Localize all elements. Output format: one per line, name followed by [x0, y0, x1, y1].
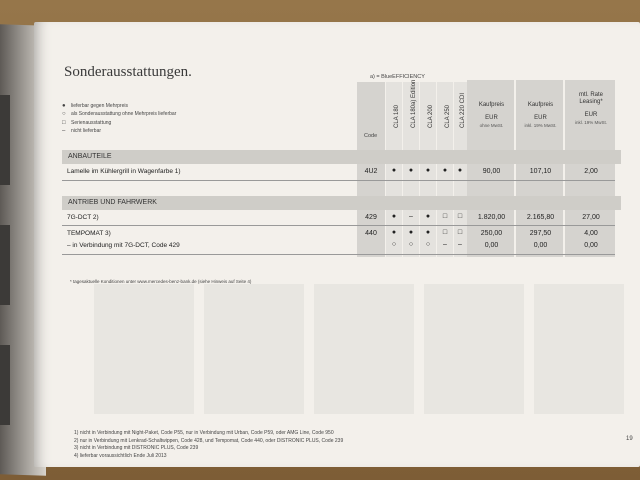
section-header: ANBAUTEILE	[62, 150, 621, 164]
leasing-rate: 27,00	[582, 214, 600, 221]
show-through-image	[204, 284, 304, 414]
footnote-leasing: * tagesaktuelle Konditionen unter www.mercedes-benz-bank.de (siehe Hinweis auf Seite 4)	[70, 279, 252, 284]
show-through-image	[534, 284, 624, 414]
availability-mark: ○	[391, 241, 397, 248]
availability-mark: ●	[408, 229, 414, 236]
availability-mark: ●	[391, 167, 397, 174]
price-gross: 0,00	[533, 242, 548, 249]
page-title: Sonderausstattungen.	[64, 64, 192, 80]
availability-mark: ●	[425, 229, 431, 236]
availability-mark: –	[409, 213, 413, 220]
legend-item: □ Serienausstattung	[62, 119, 112, 126]
price-gross: 107,10	[529, 168, 552, 175]
code-header: Code	[364, 133, 378, 139]
leasing-rate: 4,00	[584, 230, 598, 237]
left-page-photo-strip	[0, 95, 10, 185]
model-header: CLA 220 CDI	[460, 92, 466, 128]
leasing-rate: 2,00	[584, 168, 598, 175]
model-header: CLA 180a) Edition	[411, 79, 417, 128]
show-through-image	[94, 284, 194, 414]
page-number: 19	[626, 436, 633, 442]
price-net: 90,00	[482, 168, 501, 175]
availability-mark: ●	[457, 167, 463, 174]
availability-mark: –	[458, 241, 462, 248]
availability-mark: □	[442, 213, 448, 220]
model-header: CLA 200	[428, 104, 434, 128]
price-gross: 2.165,80	[526, 214, 555, 221]
show-through-image	[314, 284, 414, 414]
option-label: 7G-DCT 2)	[67, 214, 99, 221]
price-header: mtl. Rate Leasing* EUR inkl. 19% MwSt.	[574, 92, 607, 125]
option-label: Lamelle im Kühlergrill in Wagenfarbe 1)	[67, 168, 181, 175]
model-header: CLA 250	[445, 104, 451, 128]
availability-mark: □	[442, 229, 448, 236]
footnote: 2) nur in Verbindung mit Lenkrad-Schaltwippen, Code 428, und Tempomat, Code 440, oder DISTRONIC PLUS, Code 239	[74, 437, 344, 444]
price-header: Kaufpreis EUR inkl. 19% MwSt.	[524, 102, 557, 128]
price-net: 0,00	[484, 242, 499, 249]
option-code: 4U2	[364, 168, 378, 175]
footnote: 1) nicht in Verbindung mit Night-Paket, Code P55, nur in Verbindung mit Urban, Code P59, oder AMG Line, Code 950	[74, 430, 334, 436]
blueefficiency-note: a) = BlueEFFICIENCY	[370, 74, 425, 80]
legend-item: – nicht lieferbar	[62, 128, 102, 135]
option-label: – in Verbindung mit 7G-DCT, Code 429	[67, 242, 180, 249]
row-divider	[62, 180, 615, 181]
price-gross: 297,50	[529, 230, 552, 237]
brochure-page	[34, 22, 640, 467]
price-net: 250,00	[480, 230, 503, 237]
footnote: 3) nicht in Verbindung mit DISTRONIC PLUS, Code 239	[74, 445, 199, 452]
option-label: TEMPOMAT 3)	[67, 230, 111, 237]
availability-mark: ●	[425, 167, 431, 174]
row-divider	[62, 225, 615, 226]
availability-mark: ○	[425, 241, 431, 248]
show-through-image	[424, 284, 524, 414]
availability-mark: ○	[408, 241, 414, 248]
row-divider	[62, 254, 615, 255]
legend	[62, 102, 176, 136]
footnote: 4) lieferbar voraussichtlich Ende Juli 2013	[74, 452, 167, 459]
availability-mark: ●	[425, 213, 431, 220]
availability-mark: –	[443, 241, 447, 248]
legend-item: ○ als Sonderausstattung ohne Mehrpreis lieferbar	[62, 111, 177, 118]
option-code: 429	[365, 214, 377, 221]
model-header: CLA 180	[394, 104, 400, 128]
legend-item: ● lieferbar gegen Mehrpreis	[62, 103, 128, 109]
availability-mark: ●	[391, 229, 397, 236]
footnotes	[74, 430, 343, 460]
availability-mark: ●	[442, 167, 448, 174]
availability-mark: □	[457, 229, 463, 236]
availability-mark: ●	[408, 167, 414, 174]
left-page-photo-strip	[0, 345, 10, 425]
option-code: 440	[365, 230, 377, 237]
section-header: ANTRIEB UND FAHRWERK	[62, 196, 621, 210]
left-page-photo-strip	[0, 225, 10, 305]
price-header: Kaufpreis EUR ohne MwSt.	[478, 102, 505, 128]
price-net: 1.820,00	[477, 214, 506, 221]
availability-mark: □	[457, 213, 463, 220]
leasing-rate: 0,00	[584, 242, 598, 249]
availability-mark: ●	[391, 213, 397, 220]
